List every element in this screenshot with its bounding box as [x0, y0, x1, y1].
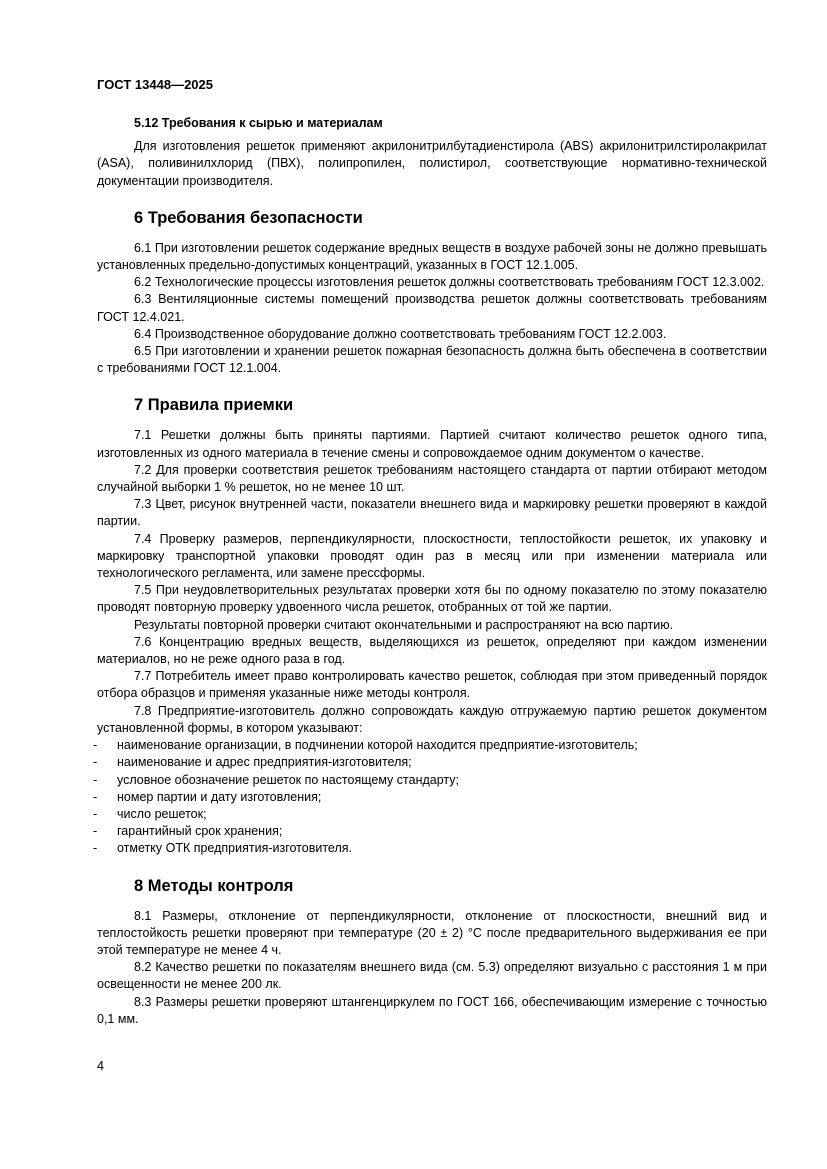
paragraph-7-5-result: Результаты повторной проверки считают окончательными и распространяют на всю партию. — [134, 617, 674, 632]
list-item: - гарантийный срок хранения; — [97, 823, 767, 840]
page-number: 4 — [97, 1059, 104, 1073]
list-item: - отметку ОТК предприятия-изготовителя. — [97, 840, 767, 857]
section-title-6: 6 Требования безопасности — [134, 208, 363, 227]
paragraph-6-4: 6.4 Производственное оборудование должно соответствовать требованиям ГОСТ 12.2.003. — [134, 326, 667, 341]
list-item: - номер партии и дату изготовления; — [97, 789, 767, 806]
paragraph-7-3: 7.3 Цвет, рисунок внутренней части, показатели внешнего вида и маркировку решетки проверяют в каждой партии. — [97, 497, 767, 529]
list-item: - условное обозначение решеток по настоящему стандарту; — [97, 772, 767, 789]
list-item: - число решеток; — [97, 806, 767, 823]
paragraph-7-5: 7.5 При неудовлетворительных результатах проверки хотя бы по одному показателю по этому показателю проводят повторную проверку удвоенного числа решеток, отобранных от той же партии. — [97, 583, 767, 615]
paragraph-6-5: 6.5 При изготовлении и хранении решеток пожарная безопасность должна быть обеспечена в соответствии с требованиями ГОСТ 12.1.004. — [97, 344, 767, 376]
paragraph-7-4: 7.4 Проверку размеров, перпендикулярности, плоскостности, теплостойкости решеток, их упаковку и маркировку транспортной упаковки проводят один раз в месяц или при изменении материала или технологического регламента, или замене прессформы. — [97, 531, 767, 581]
paragraph-8-1: 8.1 Размеры, отклонение от перпендикулярности, отклонение от плоскостности, внешний вид и теплостойкость решетки проверяют при температуре (20 ± 2) °С после предварительного выдерживания ее при этой температуре не менее 4 ч. — [97, 908, 767, 957]
paragraph-7-8: 7.8 Предприятие-изготовитель должно сопровождать каждую отгружаемую партию решеток документом установленной формы, в котором указывают: — [97, 703, 767, 735]
list-dash: - — [93, 824, 98, 839]
list-dash: - — [93, 772, 98, 787]
list-item: - наименование и адрес предприятия-изготовителя; — [97, 754, 767, 771]
paragraph-7-7: 7.7 Потребитель имеет право контролировать качество решеток, соблюдая при этом приведенный порядок отбора образцов и применяя указанные ниже методы контроля. — [97, 669, 767, 701]
list-dash: - — [93, 755, 98, 770]
section-title-8: 8 Методы контроля — [134, 876, 294, 895]
paragraph-8-2: 8.2 Качество решетки по показателям внешнего вида (см. 5.3) определяют визуально с расстояния 1 м при освещенности не менее 200 лк. — [97, 960, 767, 992]
list-dash: - — [93, 841, 98, 856]
paragraph-7-2: 7.2 Для проверки соответствия решеток требованиям настоящего стандарта от партии отбирают методом случайной выборки 1 % решеток, но не менее 10 шт. — [97, 462, 767, 495]
paragraph-7-6: 7.6 Концентрацию вредных веществ, выделяющихся из решеток, определяют при каждом изменении материалов, но не реже одного раза в год. — [97, 634, 767, 667]
paragraph-8-3: 8.3 Размеры решетки проверяют штангенциркулем по ГОСТ 166, обеспечивающим измерение с точностью 0,1 мм. — [97, 994, 767, 1026]
list-dash: - — [93, 806, 98, 821]
document-body — [93, 115, 767, 1028]
section-title-7: 7 Правила приемки — [134, 396, 294, 415]
subsection-title-5-12: 5.12 Требования к сырью и материалам — [134, 116, 383, 130]
list-item: - наименование организации, в подчинении которой находится предприятие-изготовитель; — [97, 737, 767, 754]
paragraph-6-3: 6.3 Вентиляционные системы помещений производства решеток должны соответствовать требованиям ГОСТ 12.4.021. — [97, 292, 767, 324]
list-dash: - — [93, 738, 98, 753]
paragraph-6-2: 6.2 Технологические процессы изготовления решеток должны соответствовать требованиям ГОСТ 12.3.002. — [134, 275, 765, 290]
paragraph-7-1: 7.1 Решетки должны быть приняты партиями. Партией считают количество решеток одного типа, изготовленных из одного материала в течение смены и сопровождаемое одним документом о качестве. — [97, 428, 767, 460]
paragraph-6-1: 6.1 При изготовлении решеток содержание вредных веществ в воздухе рабочей зоны не должно превышать установленных предельно-допустимых концентраций, указанных в ГОСТ 12.1.005. — [97, 240, 767, 273]
list-dash: - — [93, 789, 98, 804]
paragraph-5-12: Для изготовления решеток применяют акрилонитрилбутадиенстирола (ABS) акрилонитрилстиролакрилат (ASA), поливинилхлорид (ПВХ), полипропилен, полистирол, соответствующие нормативно-технической документации производителя. — [97, 139, 767, 188]
document-header: ГОСТ 13448—2025 — [97, 77, 213, 92]
